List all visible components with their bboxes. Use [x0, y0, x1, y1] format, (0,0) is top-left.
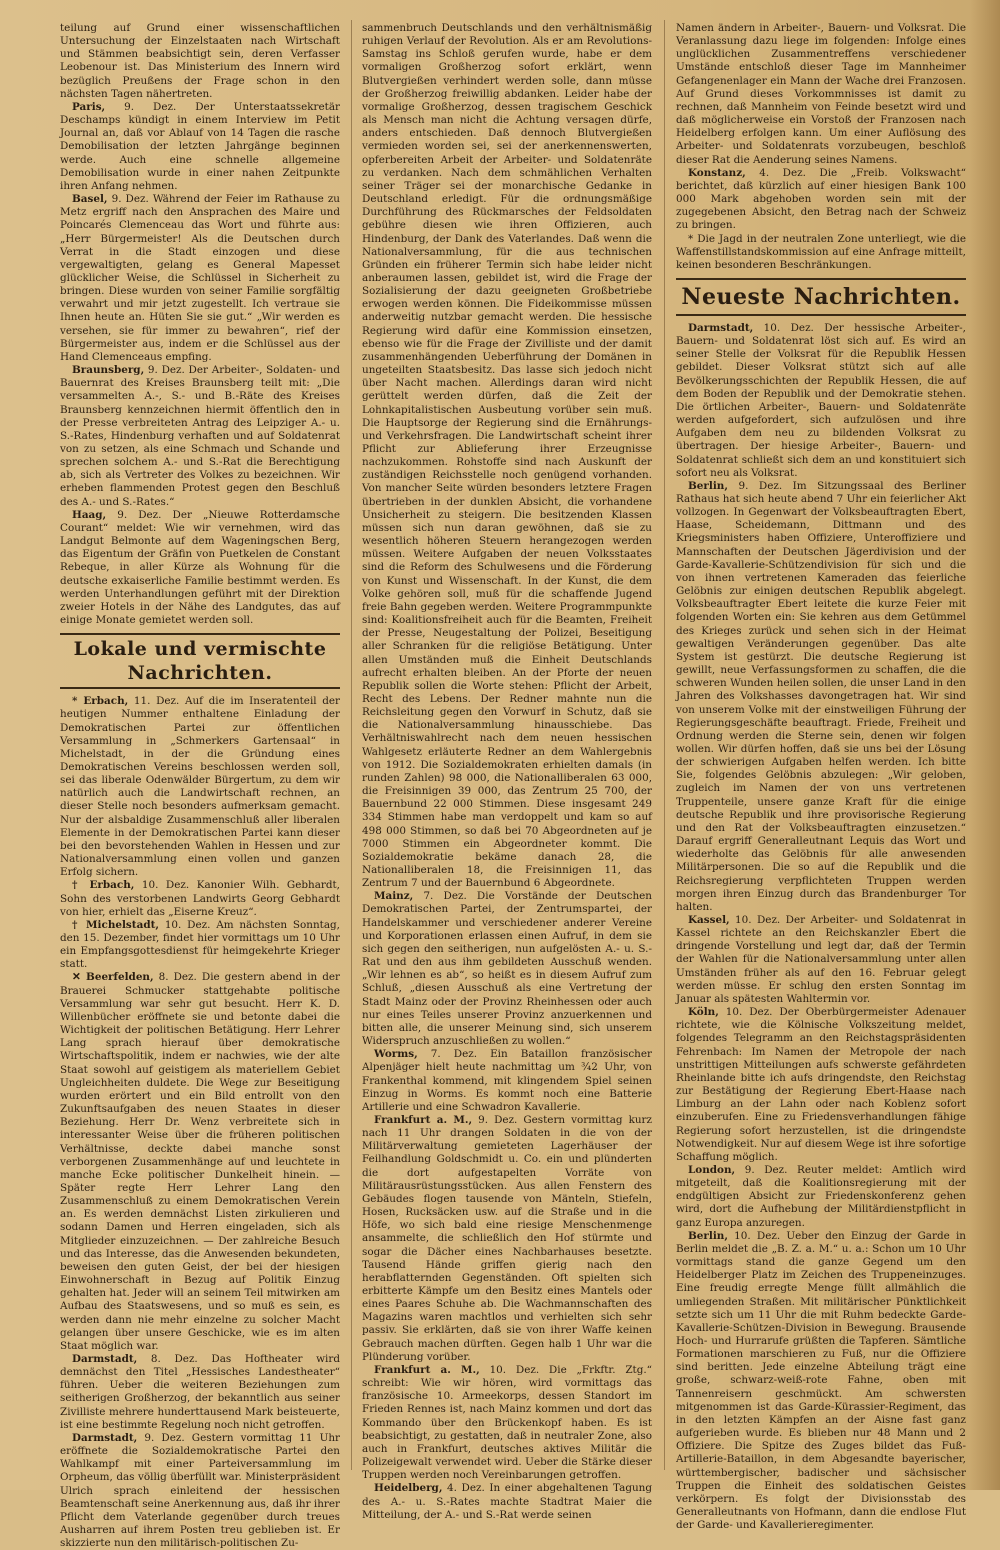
dateline: Paris, — [72, 100, 106, 113]
article-text: 10. Dez. Am nächsten Sonntag, den 15. Dezember, findet hier vormittags um 10 Uhr ein Empfangsgottesdienst für heimgekehrte Krieger statt. — [60, 918, 340, 971]
article — [676, 167, 966, 233]
article — [362, 1482, 652, 1521]
article-text: * Die Jagd in der neutralen Zone unterliegt, wie die Waffenstillstandskommission auf eine Anfrage mitteilt, keinen besonderen Beschränkungen. — [676, 232, 966, 271]
article — [60, 919, 340, 972]
article — [676, 322, 966, 480]
dateline: Berlin, — [688, 479, 728, 492]
article-text: 7. Dez. Die Vorstände der Deutschen Demokratischen Partei, der Zentrumspartei, der Handelskammer und verschiedener anderer Vereine und Korporationen erlassen einen Aufruf, in dem sie sich gegen den seitherigen, nun aufgelösten A.- u. S.-Rat und den aus ihm gebildeten Ausschuß wenden. „Wir lehnen es ab“, so heißt es in diesem Aufruf zum Schluß, „diesen Ausschuß als eine Vertretung der Stadt Mainz oder der Provinz Rheinhessen oder auch nur eines Teiles unserer Provinz anzuerkennen und bitten alle, die unserer Meinung sind, sich unserem Widerspruch anzuschließen zu wollen.“ — [362, 890, 652, 1048]
dateline: Darmstadt, — [688, 321, 754, 334]
section-heading: Lokale und vermischte Nachrichten. — [60, 633, 340, 689]
article — [60, 1432, 340, 1550]
dateline: ✕ Beerfelden, — [72, 971, 154, 984]
page-edge-shadow — [970, 0, 1000, 1490]
article-text: 9. Dez. Der Arbeiter-, Soldaten- und Bauernrat des Kreises Braunsberg teilt mit: „Die versammelten A.-, S.- und B.-Räte des Kreises Braunsberg kennzeichnen hiermit öffentlich den in der Presse verbreiteten Antrag des Leipziger A.- u. S.-Rates, Hindenburg verhaften und auf Soldatenrat von zu setzen, als eine Schmach und Schande und sprechen solchem A.- und S.-Rat die Berechtigung ab, sich als Vertreter des Volkes zu bezeichnen. Wir erheben flammenden Protest gegen den Beschluß des A.- und S.-Rates.“ — [60, 364, 340, 508]
article — [60, 101, 340, 193]
article — [60, 971, 340, 1353]
article-text: 9. Dez. Während der Feier im Rathause zu Metz ergriff nach den Ansprachen des Maire und Poincarés Clemenceau das Wort und führte aus: „Herr Bürgermeister! Als die Deutschen durch Verrat in die Stadt einzogen und diese vergewaltigten, gelang es General Mapesset glücklicher Weise, die Schlüssel in Sicherheit zu bringen. Diese wurden von seiner Familie sorgfältig verwahrt und mir jetzt zugestellt. Ich vertraue sie Ihnen heute an. Hüten Sie sie gut.“ „Wir werden es versehen, sie für immer zu bewahren“, rief der Bürgermeister aus, indem er die Schlüssel aus der Hand Clemenceaus empfing. — [60, 193, 340, 363]
article-text: 9. Dez. Der Unterstaatssekretär Deschamps kündigt in einem Interview im Petit Journal an, daß vor Ablauf von 14 Tagen die rasche Demobilisation der letzten Jahrgänge beginnen werde. Auch eine schnelle allgemeine Demobilisation wurde in einer nahen Zeitpunkte ihren Anfang nehmen. — [60, 100, 340, 192]
article-text: 10. Dez. Der hessische Arbeiter-, Bauern- und Soldatenrat löst sich auf. Es wird an seiner Stelle der Volksrat für die Republik Hessen gebildet. Dieser Volksrat stützt sich auf alle Bevölkerungsschichten der Republik Hessen, die auf dem Boden der Republik und der Demokratie stehen. Die örtlichen Arbeiter-, Bauern- und Soldatenräte werden aufgefordert, sich aufzulösen und ihre Aufgaben dem neu zu bildenden Volksrat zu übertragen. Der hiesige Arbeiter-, Bauern- und Soldatenrat schließt sich dem an und konstituiert sich sofort neu als Volksrat. — [676, 321, 966, 479]
dateline: * Erbach, — [72, 695, 129, 708]
article-text: 10. Dez. Kanonier Wilh. Gebhardt, Sohn des verstorbenen Landwirts Georg Gebhardt von hier, erhielt das „Eiserne Kreuz“. — [60, 879, 340, 918]
article — [676, 1006, 966, 1164]
article — [362, 1114, 652, 1364]
dateline: Darmstadt, — [72, 1353, 138, 1365]
column-rule-right — [664, 20, 665, 1470]
article — [60, 879, 340, 918]
article-text: 8. Dez. Das Hoftheater wird demnächst den Titel „Hessisches Landestheater“ führen. Ueber die weiteren Beziehungen zum seitherigen Großherzog, der bekanntlich aus seiner Zivilliste mehrere hunderttausend Mark beisteuerte, ist eine bestimmte Regelung noch nicht getroffen. — [60, 1353, 340, 1431]
article-text: 4. Dez. Die „Freib. Volkswacht“ berichtet, daß kürzlich auf einer hiesigen Bank 100 000 Mark abgehoben worden sein mit der zugegebenen Absicht, den Betrag nach der Schweiz zu bringen. — [676, 166, 966, 232]
article-text: 9. Dez. Gestern vormittag 11 Uhr eröffnete die Sozialdemokratische Partei den Wahlkampf mit einer Parteiversammlung im Orpheum, das völlig überfüllt war. Ministerpräsident Ulrich sprach einleitend der hessischen Beamtenschaft seine Anerkennung aus, daß ihr ihrer Pflicht dem Vaterlande gegenüber durch treues Ausharren auf ihrem Posten treu geblieben ist. Er skizzierte nun den militärisch-politischen Zu- — [60, 1431, 340, 1550]
article — [362, 890, 652, 1048]
article — [60, 193, 340, 364]
dateline: Kassel, — [688, 914, 730, 926]
article — [60, 1353, 340, 1432]
article — [60, 695, 340, 879]
article — [676, 1164, 966, 1230]
column-1 — [60, 22, 341, 1550]
article-text: 9. Dez. Im Sitzungssaal des Berliner Rathaus hat sich heute abend 7 Uhr ein feierlicher Akt vollzogen. In Gegenwart der Volksbeauftragten Ebert, Haase, Scheidemann, Dittmann und des Kriegsministers haben Offiziere, Unteroffiziere und Mannschaften der Deutschen Jägerdivision und der Garde-Kavallerie-Schützendivision für sich und die von ihnen vertretenen Kameraden das feierliche Gelöbnis zur einigen deutschen Republik abgelegt. Volksbeauftragter Ebert leitete die kurze Feier mit folgenden Worten ein: Sie kehren aus dem Getümmel des Krieges zurück und sehen sich in der Heimat gewaltigen Veränderungen gegenüber. Das alte System ist gestürzt. Die deutsche Regierung ist gewillt, neue Verfassungsformen zu schaffen, die die schweren Wunden heilen sollen, die unser Land in den Jahren des Volkshasses davongetragen hat. Wir sind von unserem Volke mit der einstweiligen Führung der Regierungsgeschäfte beauftragt. Friede, Freiheit und Ordnung werden die Sterne sein, denen wir folgen wollen. Wir dürfen hoffen, daß sie uns bei der Lösung der schwierigen Aufgaben helfen werden. Ich bitte Sie, folgendes Gelöbnis abzulegen: „Wir geloben, zugleich im Namen der von uns vertretenen Truppenteile, unsere ganze Kraft für die einige deutsche Republik und ihre provisorische Regierung und den Rat der Volksbeauftragten einzusetzen.“ Darauf ergriff Generalleutnant Lequis das Wort und wiederholte das Gelöbnis für alle anwesenden Militärpersonen. Die so auf die Republik und die Reichsregierung verpflichteten Truppen werden morgen ihren Einzug durch das Brandenburger Tor halten. — [676, 479, 966, 913]
dateline: Heidelberg, — [374, 1482, 443, 1495]
article — [362, 1048, 652, 1114]
article-text: 11. Dez. Auf die im Inseratenteil der heutigen Nummer enthaltene Einladung der Demokratischen Partei zur öffentlichen Versammlung in „Schmerkers Gartensaal“ in Michelstadt, in der die Gründung eines Demokratischen Vereins beschlossen werden soll, sei das liberale Odenwälder Bürgertum, zu dem wir natürlich auch die Landwirtschaft rechnen, an dieser Stelle noch besonders aufmerksam gemacht. Nur der alsbaldige Zusammenschluß aller liberalen Elemente in der Demokratischen Partei kann dieser bei den bevorstehenden Wahlen in Hessen und zur Nationalversammlung einen vollen und ganzen Erfolg sichern. — [60, 695, 341, 879]
article-text: teilung auf Grund einer wissenschaftlichen Untersuchung der Einzelstaaten nach Wirtschaft und Stämmen beabsichtigt sein, deren Verfasser Leobenour ist. Das Ministerium des Innern wird bezüglich Preußens der Frage schon in den nächsten Tagen nähertreten. — [60, 22, 340, 100]
article-text: Namen ändern in Arbeiter-, Bauern- und Volksrat. Die Veranlassung dazu liege im folgenden: Infolge eines unglücklichen Zusammentreffens verschiedener Umstände entschloß dieser Tage im Mannheimer Gefangenenlager ein Mann der Wache drei Franzosen. Auf Grund dieses Vorkommnisses ist damit zu rechnen, daß Mannheim von Feinde besetzt wird und daß möglicherweise ein Vorstoß der Franzosen nach Heidelberg erfolgen kann. Um einer Auflösung des Arbeiter- und Soldatenrats vorzubeugen, beschloß dieser Rat die Aenderung seines Namens. — [676, 22, 966, 166]
dateline: Worms, — [374, 1048, 418, 1061]
article — [676, 914, 966, 1006]
article-text: 9. Dez. Reuter meldet: Amtlich wird mitgeteilt, daß die Koalitionsregierung mit der endgültigen Absicht zur Friedenskonferenz gehen wird, dort die Aufhebung der Militärdienstpflicht in ganz Europa anzuregen. — [676, 1163, 966, 1229]
dateline: Frankfurt a. M., — [374, 1113, 473, 1126]
dateline: Mainz, — [374, 890, 414, 903]
section-heading: Neueste Nachrichten. — [676, 278, 966, 316]
article-text: 10. Dez. Der Oberbürgermeister Adenauer richtete, wie die Kölnische Volkszeitung meldet, folgendes Telegramm an den Reichstagspräsidenten Fehrenbach: Im Namen der Metropole der nach unstrittigen Mitteilungen aufs schwerste gefährdeten Rheinlande bitte ich aufs dringendste, den Reichstag zur Bestätigung der Regierung Ebert-Haase nach Limburg an der Lahn oder nach Koblenz sofort einzuberufen. Eine zu Friedensverhandlungen fähige Regierung sofort herzustellen, ist die dringendste Notwendigkeit. Nur auf diesem Wege ist ihre sofortige Schaffung möglich. — [676, 1006, 966, 1163]
article-text: 4. Dez. In einer abgehaltenen Tagung des A.- u. S.-Rates machte Stadtrat Maier die Mitteilung, der A.- und S.-Rat werde seinen — [362, 1482, 652, 1521]
article-text: 10. Dez. Ueber den Einzug der Garde in Berlin meldet die „B. Z. a. M.“ u. a.: Schon um 10 Uhr vormittags stand die ganze Gegend um den Heidelberger Platz im Zeichen des Truppeneinzuges. Eine freudig erregte Menge füllt allmählich die umliegenden Straßen. Mit militärischer Pünktlichkeit setzte sich um 11 Uhr die mit Ruhm bedeckte Garde-Kavallerie-Schützen-Division in Bewegung. Brausende Hoch- und Hurrarufe grüßten die Tapferen. Sämtliche Formationen marschieren zu Fuß, nur die Offiziere sind beritten. Jede einzelne Abteilung trägt eine große, schwarz-weiß-rote Fahne, oben mit Tannenreisern geschmückt. Am schwersten mitgenommen ist das Garde-Kürassier-Regiment, das in den letzten Kämpfen an der Aisne fast ganz aufgerieben wurde. Es blieben nur 48 Mann und 2 Offiziere. Die Spitze des Zuges bildet das Fuß-Artillerie-Bataillon, in dem Abgesandte bayerischer, württembergischer, badischer und sächsischer Truppen die Einheit des soldatischen Geistes verkörpern. Es folgt der Divisionsstab des Generalleutnants von Hofmann, dann die endlose Flut der Garde- und Kavallerieregimenter. — [676, 1229, 966, 1532]
article-text: 8. Dez. Die gestern abend in der Brauerei Schmucker stattgehabte politische Versammlung war sehr gut besucht. Herr K. D. Willenbücher eröffnete sie und betonte dabei die Wichtigkeit der politischen Betätigung. Herr Lehrer Lang sprach hierauf über demokratische Wirtschaftspolitik, indem er nachwies, wie der alte Staat sowohl auf geistigem als materiellem Gebiet Ungleichheiten duldete. Die Wege zur Beseitigung wurden erörtert und ein Bild entrollt von den Zukunftsaufgaben des neuen Staates in dieser Beziehung. Herr Dr. Wenz verbreitete sich in interessanter Weise über die früheren politischen Verhältnisse, deckte dabei manche sonst verborgenen Zusammenhänge auf und leuchtete in manche Ecke politischer Dunkelheit hinein. — Später regte Herr Lehrer Lang den Zusammenschluß zu einem Demokratischen Verein an. Es werden demnächst Listen zirkulieren und sodann Damen und Herren eingeladen, sich als Mitglieder einzuzeichnen. — Der zahlreiche Besuch und das Interesse, das die Anwesenden bekundeten, beweisen den guten Geist, der bei der hiesigen Einwohnerschaft in Bezug auf Politik Einzug gehalten hat. Jeder will an seinem Teil mitwirken am Aufbau des Staatswesens, und so muß es sein, es werden dann nie mehr einzelne zu solcher Macht gelangen über unsere Geschicke, wie es im alten Staat möglich war. — [60, 971, 340, 1352]
article — [676, 480, 966, 914]
dateline: Berlin, — [688, 1229, 728, 1242]
article-text: 7. Dez. Ein Bataillon französischer Alpenjäger hielt heute nachmittag um ¾2 Uhr, von Frankenthal kommend, mit klingendem Spiel seinen Einzug in Worms. Es kommt noch eine Batterie Artillerie und eine Schwadron Kavallerie. — [362, 1048, 652, 1113]
article — [60, 509, 340, 627]
article — [362, 1364, 652, 1482]
article-text: sammenbruch Deutschlands und den verhältnismäßig ruhigen Verlauf der Revolution. Als er am Revolutions-Samstag ins Schloß gerufen wurde, habe er dem vormaligen Großherzog sofort erklärt, wenn Blutvergießen verhindert werden solle, dann müsse der Großherzog freiwillig abdanken. Leider habe der vormalige Großherzog, dessen tragischem Geschick als Mensch man nicht die Achtung versagen dürfe, anders entschieden. Daß dennoch Blutvergießen vermieden worden sei, sei der anerkennenswerten, opferbereiten Arbeit der Arbeiter- und Soldatenräte zu verdanken. Nach dem schmählichen Verhalten seiner Träger sei der monarchische Gedanke in Deutschland erledigt. Für die ordnungsmäßige Durchführung des Rückmarsches der Feldsoldaten gebühre diesen wie ihren Offizieren, auch Hindenburg, der Dank des Vaterlandes. Daß wenn die Nationalversammlung, für die aus technischen Gründen ein früherer Termin sich habe leider nicht anberaumen lassen, gebildet ist, wird die Frage der Sozialisierung der dazu geeigneten Großbetriebe erwogen werden können. Die Fideikommisse müssen anderweitig nutzbar gemacht werden. Die hessische Regierung wird dafür eine Kommission einsetzen, ebenso wie für die Frage der Zivilliste und der damit zusammenhängenden Ueberführung der Domänen in ungeteilten Staatsbesitz. Das lasse sich jedoch nicht über Nacht machen. Allerdings daran wird nicht gerüttelt werden dürfen, daß die Zeit der Lohnkapitalistischen Ausbeutung vorüber sein muß. Die Hauptsorge der Regierung sind die Ernährungs- und Verkehrsfragen. Die Landwirtschaft scheint ihrer Pflicht zur Ablieferung ihrer Erzeugnisse nachzukommen. Rohstoffe sind nach Auskunft der zuständigen Reichsstelle noch genügend vorhanden. Von mancher Seite würden besonders letztere Fragen übertrieben in der dunklen Absicht, die vorhandene Unsicherheit zu steigern. Die besitzenden Klassen müssen sich nun daran gewöhnen, daß sie zu wesentlich höheren Steuern herangezogen werden müssen. Weitere Aufgaben der neuen Volksstaates sind die Reform des Schulwesens und die Förderung von Kunst und Wissenschaft. In der Kunst, die dem Volke gehören soll, muß für die schaffende Jugend freie Bahn gegeben werden. Weitere Programmpunkte sind: Koalitionsfreiheit auch für die Beamten, Freiheit der Presse, Neugestaltung der Polizei, Beseitigung aller Schranken für die religiöse Betätigung. Unter allen Umständen muß die Einheit Deutschlands aufrecht erhalten bleiben. An der Pforte der neuen Republik sollen die Worte stehen: Pflicht der Arbeit, Recht des Lebens. Der Redner mahnte nun die Reichsleitung gegen den Vorwurf in Schutz, daß sie die Nationalversammlung hinausschiebe. Das Verhältniswahlrecht nach dem neuen hessischen Wahlgesetz erläuterte Redner an dem Wahlergebnis von 1912. Die Sozialdemokraten erhielten damals (in runden Zahlen) 98 000, die Nationalliberalen 63 000, die Freisinnigen 39 000, das Zentrum 25 700, der Bauernbund 22 000 Stimmen. Diese insgesamt 249 334 Stimmen habe man verdoppelt und kam so auf 498 000 Stimmen, so daß bei 70 Abgeordneten auf je 7000 Stimmen ein Abgeordneter kommt. Die Sozialdemokratie bekäme danach 28, die Nationalliberalen 18, die Freisinnigen 11, das Zentrum 7 und der Bauernbund 6 Abgeordnete. — [362, 22, 652, 890]
dateline: Köln, — [688, 1006, 719, 1019]
dateline: Konstanz, — [688, 166, 746, 179]
column-2 — [362, 22, 652, 1521]
article-text: 10. Dez. Die „Frkftr. Ztg.“ schreibt: Wie wir hören, wird vormittags das französische 10. Armeekorps, dessen Standort im Frieden Rennes ist, nach Mainz kommen und dort das Kommando über den Brückenkopf haben. Es ist beabsichtigt, zu gestatten, daß in neutraler Zone, also auch in Frankfurt, deutsches aktives Militär die Polizeigewalt verwendet wird. Ueber die Stärke dieser Truppen werden noch Vereinbarungen getroffen. — [362, 1363, 652, 1482]
dateline: Haag, — [72, 508, 107, 521]
column-3 — [676, 22, 966, 1532]
article — [676, 1230, 966, 1533]
dateline: Braunsberg, — [72, 364, 145, 377]
dateline: Frankfurt a. M., — [374, 1363, 480, 1376]
dateline: † Michelstadt, — [72, 918, 159, 931]
article-text: 9. Dez. Gestern vormittag kurz nach 11 Uhr drangen Soldaten in die von der Militärverwaltung gemieteten Lagerhäuser der Feilhandlung Goldschmidt u. Co. ein und plünderten die dort aufgestapelten Vorräte von Militärausrüstungsstücken. Aus allen Fenstern des Gebäudes flogen tausende von Mänteln, Stiefeln, Hosen, Rucksäcken usw. auf die Straße und in die Höfe, wo sich bald eine riesige Menschenmenge ansammelte, die schließlich den Hof stürmte und sogar die Dächer eines Nachbarhauses besetzte. Tausend Hände griffen gierig nach den herabflatternden Gegenständen. Oft spielten sich erbitterte Kämpfe um den Besitz eines Mantels oder eines Paares Schuhe ab. Die Wachmannschaften des Magazins waren machtlos und verhielten sich sehr passiv. Sie erklärten, daß sie von ihrer Waffe keinen Gebrauch machen dürften. Gegen halb 1 Uhr war die Plünderung vorüber. — [362, 1113, 652, 1363]
article — [60, 364, 340, 509]
column-rule-left — [351, 20, 352, 1470]
dateline: London, — [688, 1163, 736, 1176]
article-text: 10. Dez. Der Arbeiter- und Soldatenrat in Kassel richtete an den Reichskanzler Ebert die dringende Vorstellung und legt dar, daß der Termin der Wahlen für die Nationalversammlung unter allen Umständen früher als auf den 16. Februar gelegt werden müsse. Er schlug den ersten Sonntag im Januar als spätesten Wahltermin vor. — [676, 914, 966, 1005]
dateline: † Erbach, — [72, 879, 135, 892]
dateline: Basel, — [72, 193, 108, 206]
dateline: Darmstadt, — [72, 1431, 138, 1444]
article-text: 9. Dez. Der „Nieuwe Rotterdamsche Courant“ meldet: Wie wir vernehmen, wird das Landgut Belmonte auf dem Wageningschen Berg, das Eigentum der Gräfin von Puetkelen de Constant Rebeque, in aller Kürze als Wohnung für die deutsche exkaiserliche Familie bestimmt werden. Es werden Unterhandlungen geführt mit der Direktion zweier Hotels in der Nähe des Landgutes, das auf einige Monate gemietet werden soll. — [60, 508, 340, 627]
